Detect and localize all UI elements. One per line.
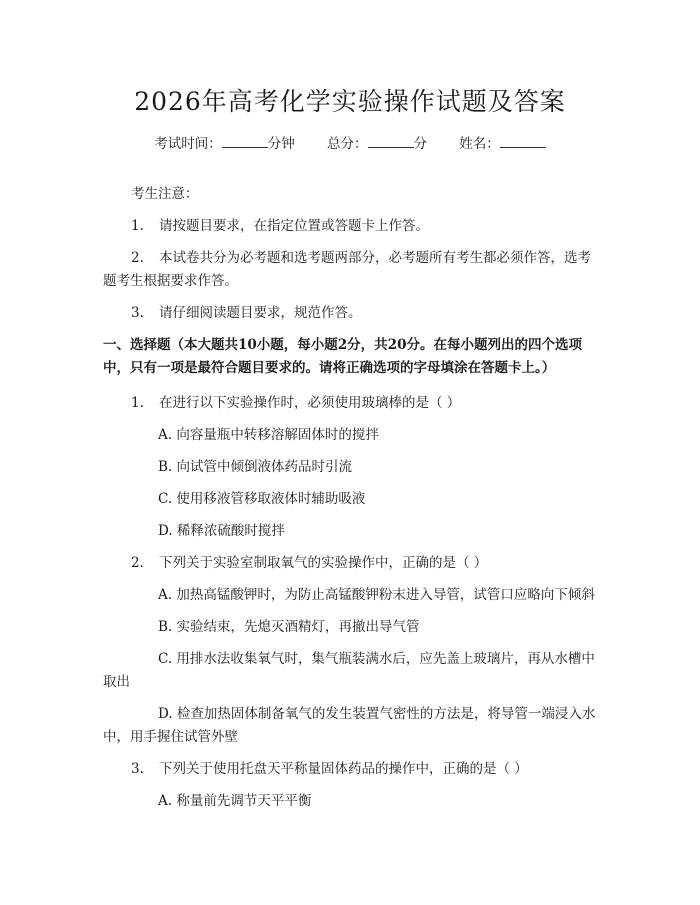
- question-stem: [103, 758, 598, 781]
- time-unit: 分钟: [267, 136, 295, 152]
- question-text: 下列关于实验室制取氧气的实验操作中，正确的是（ ）: [159, 555, 488, 571]
- notice-item-number: 3.: [131, 305, 144, 321]
- time-field: [154, 136, 299, 152]
- score-field: [327, 136, 431, 152]
- time-blank[interactable]: [222, 135, 268, 148]
- notice-item-text: 请仔细阅读题目要求，规范作答。: [159, 305, 362, 321]
- question-number: 1.: [131, 395, 144, 411]
- score-blank[interactable]: [368, 135, 414, 148]
- answer-option[interactable]: C. 用排水法收集氧气时，集气瓶装满水后，应先盖上玻璃片，再从水槽中取出: [103, 651, 595, 690]
- section-heading: 一、选择题（本大题共10小题，每小题2分，共20分。在每小题列出的四个选项中，只有一项是最符合题目要求的。请将正确选项的字母填涂在答题卡上。）: [103, 337, 582, 376]
- question-stem: [103, 392, 598, 415]
- notice-heading: 考生注意：: [131, 186, 199, 202]
- question-stem: [103, 552, 598, 575]
- question-text: 下列关于使用托盘天平称量固体药品的操作中，正确的是（ ）: [159, 761, 528, 777]
- answer-option[interactable]: B. 实验结束，先熄灭酒精灯，再撤出导气管: [158, 619, 420, 635]
- answer-option[interactable]: C. 使用移液管移取液体时辅助吸液: [158, 491, 366, 507]
- notice-item-text: 本试卷共分为必考题和选考题两部分，必考题所有考生都必须作答，选考题考生根据要求作答。: [103, 250, 591, 289]
- notice-item-number: 2.: [131, 250, 144, 266]
- exam-meta: [0, 132, 700, 152]
- answer-option[interactable]: A. 向容量瓶中转移溶解固体时的搅拌: [158, 427, 379, 443]
- answer-option[interactable]: A. 加热高锰酸钾时，为防止高锰酸钾粉末进入导管，试管口应略向下倾斜: [158, 587, 595, 603]
- question-number: 2.: [131, 555, 144, 571]
- notice-item: [103, 247, 598, 293]
- answer-option[interactable]: A. 称量前先调节天平平衡: [158, 793, 312, 809]
- name-label: 姓名：: [459, 136, 500, 152]
- question-text: 在进行以下实验操作时，必须使用玻璃棒的是（ ）: [159, 395, 461, 411]
- notice-item: [103, 215, 598, 238]
- name-blank[interactable]: [500, 135, 546, 148]
- score-label: 总分：: [327, 136, 368, 152]
- notice-item-text: 请按题目要求，在指定位置或答题卡上作答。: [159, 218, 429, 234]
- notice-item-number: 1.: [131, 218, 144, 234]
- question-number: 3.: [131, 761, 144, 777]
- score-unit: 分: [413, 136, 427, 152]
- notice-item: [103, 302, 598, 325]
- name-field: [459, 136, 546, 152]
- time-label: 考试时间：: [154, 136, 222, 152]
- page-title: 2026年高考化学实验操作试题及答案: [134, 87, 566, 116]
- exam-body: [103, 183, 598, 822]
- answer-option[interactable]: B. 向试管中倾倒液体药品时引流: [158, 459, 353, 475]
- answer-option[interactable]: D. 稀释浓硫酸时搅拌: [158, 523, 285, 539]
- answer-option[interactable]: D. 检查加热固体制备氧气的发生装置气密性的方法是，将导管一端浸入水中，用手握住试管外壁: [103, 706, 596, 745]
